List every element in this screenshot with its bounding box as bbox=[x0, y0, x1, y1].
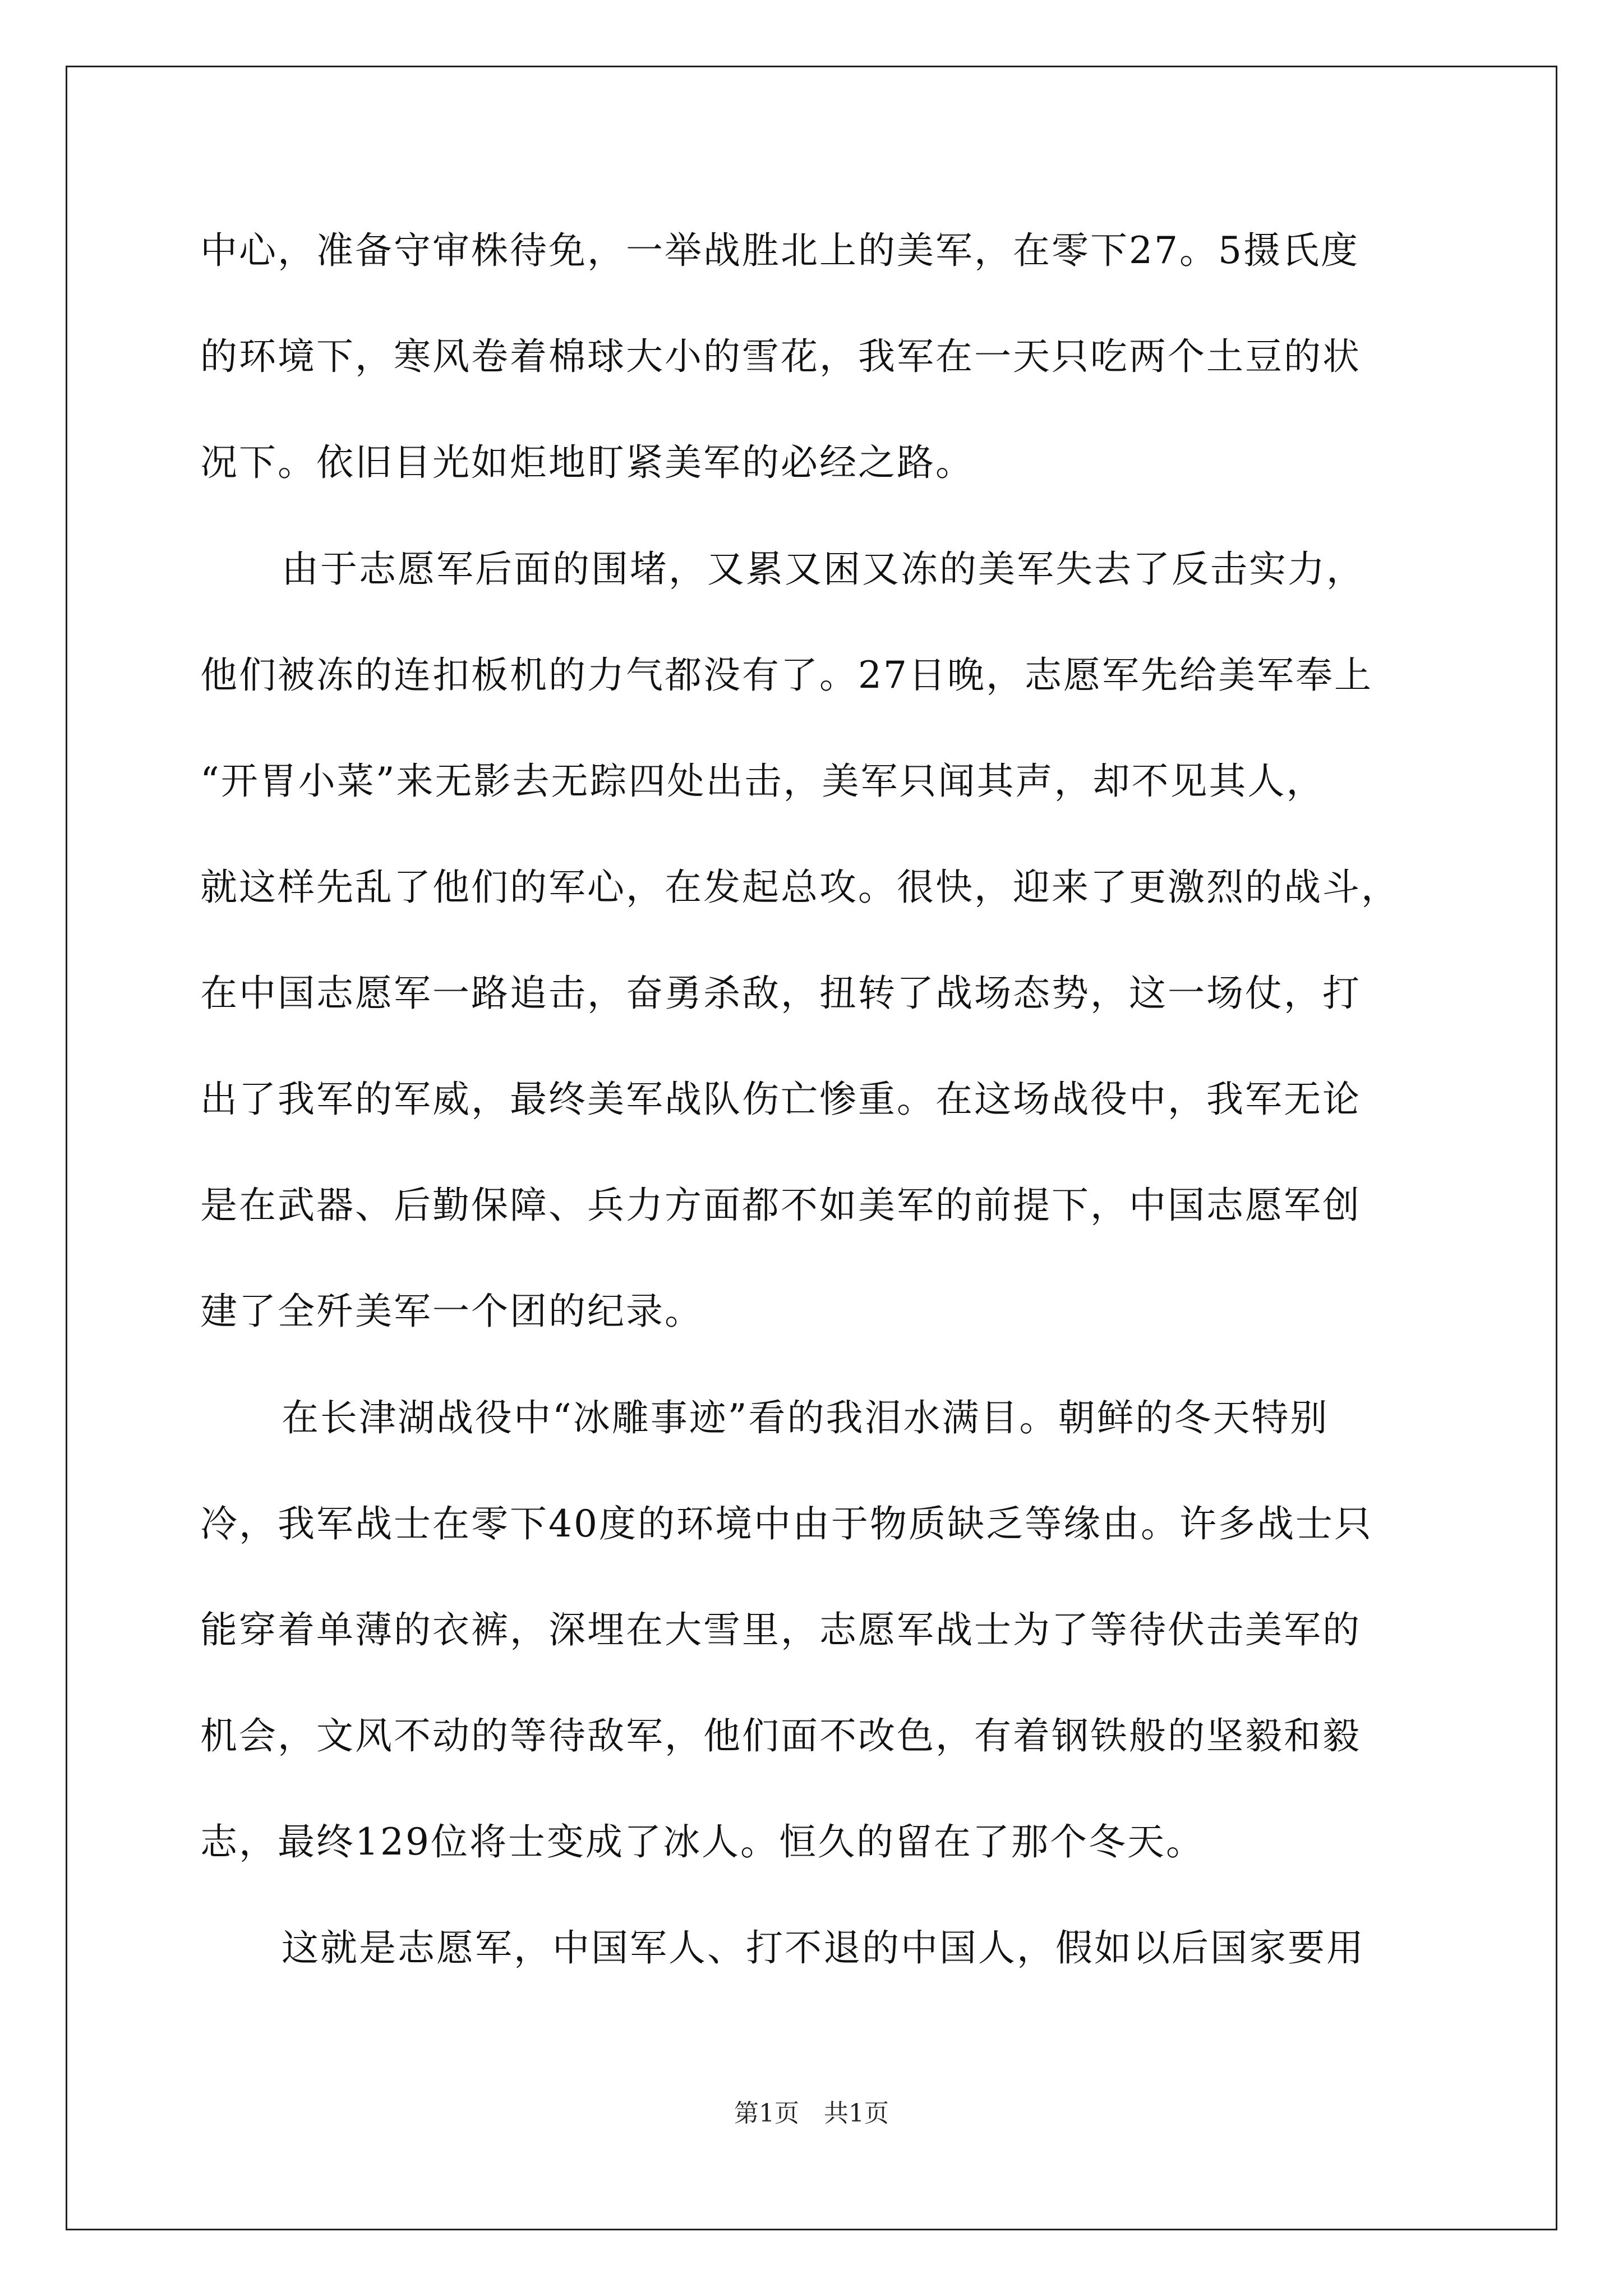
text-line-9: 出了我军的军威，最终美军战队伤亡惨重。在这场战役中，我军无论 bbox=[200, 1078, 1361, 1121]
text-line-15: 机会，文风不动的等待敌军，他们面不改色，有着钢铁般的坚毅和毅 bbox=[200, 1714, 1361, 1757]
text-line-10: 是在武器、后勤保障、兵力方面都不如美军的前提下，中国志愿军创 bbox=[200, 1184, 1361, 1227]
paragraph-3-first-line: 在长津湖战役中“冰雕事迹”看的我泪水满目。朝鲜的冬天特别 bbox=[282, 1396, 1329, 1439]
text-line-6: “开胃小菜”来无影去无踪四处出击，美军只闻其声，却不见其人， bbox=[200, 760, 1325, 803]
text-line-3: 况下。依旧目光如炬地盯紧美军的必经之路。 bbox=[200, 441, 974, 484]
text-line-5: 他们被冻的连扣板机的力气都没有了。27日晚，志愿军先给美军奉上 bbox=[200, 654, 1373, 697]
text-line-8: 在中国志愿军一路追击，奋勇杀敌，扭转了战场态势，这一场仗，打 bbox=[200, 972, 1361, 1015]
text-line-2: 的环境下，寒风卷着棉球大小的雪花，我军在一天只吃两个土豆的状 bbox=[200, 335, 1361, 378]
paragraph-2-first-line: 由于志愿军后面的围堵，又累又困又冻的美军失去了反击实力， bbox=[282, 547, 1365, 591]
text-line-16: 志，最终129位将士变成了冰人。恒久的留在了那个冬天。 bbox=[200, 1820, 1205, 1864]
text-line-14: 能穿着单薄的衣裤，深埋在大雪里，志愿军战士为了等待伏击美军的 bbox=[200, 1608, 1361, 1651]
page-footer: 第1页 共1页 bbox=[734, 2099, 889, 2128]
text-line-7: 就这样先乱了他们的军心，在发起总攻。很快，迎来了更激烈的战斗， bbox=[200, 866, 1400, 909]
text-line-1: 中心，准备守审株待免，一举战胜北上的美军，在零下27。5摄氏度 bbox=[200, 229, 1359, 272]
page-border bbox=[66, 66, 1557, 2230]
text-line-13: 冷，我军战士在零下40度的环境中由于物质缺乏等缘由。许多战士只 bbox=[200, 1502, 1373, 1545]
paragraph-4-first-line: 这就是志愿军，中国军人、打不退的中国人，假如以后国家要用 bbox=[282, 1926, 1365, 1970]
text-line-11: 建了全歼美军一个团的纪录。 bbox=[200, 1290, 703, 1333]
